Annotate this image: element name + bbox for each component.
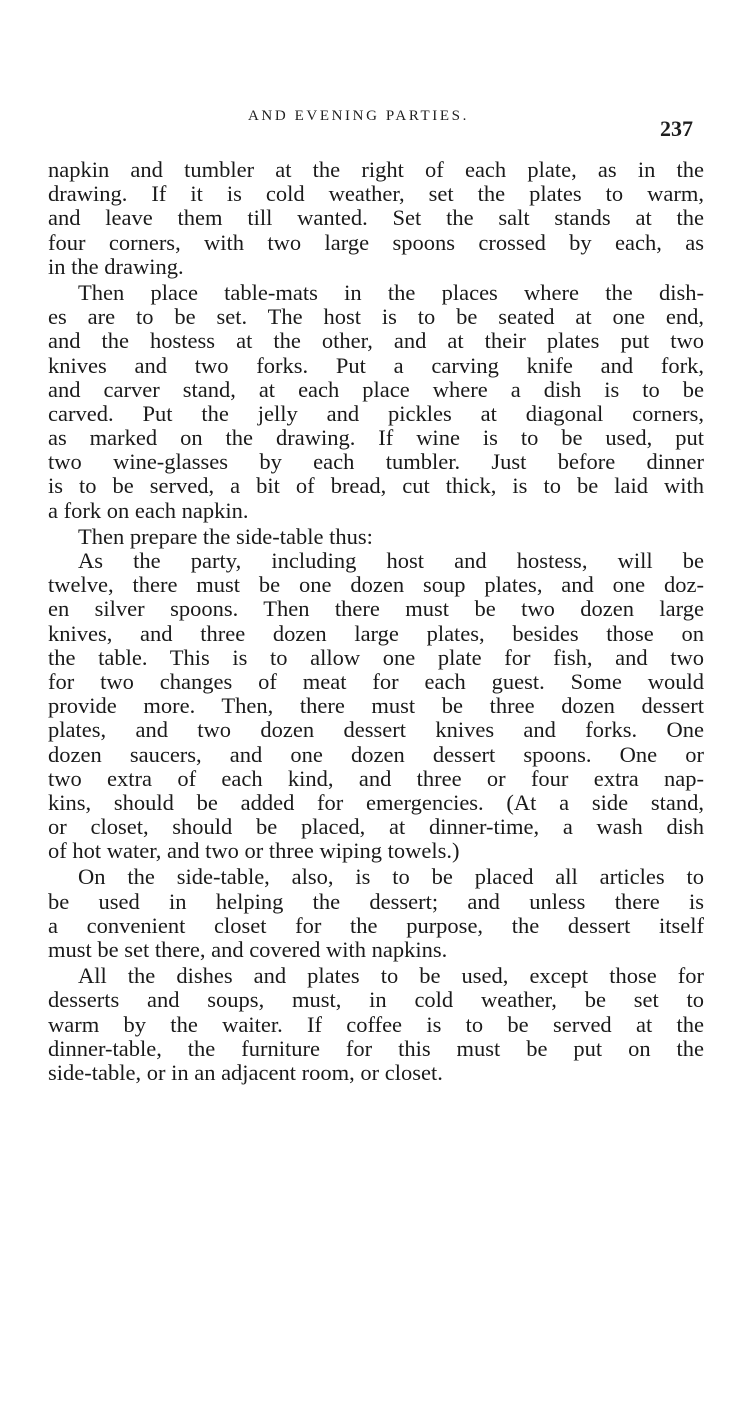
text-line: On the side-table, also, is to be placed all articles to xyxy=(78,864,704,890)
paragraph-4 xyxy=(48,549,704,863)
text-line: and carver stand, at each place where a dish is to be xyxy=(48,376,704,402)
text-line: be used in helping the dessert; and unless there is xyxy=(48,888,704,914)
text-line: in the drawing. xyxy=(48,253,184,279)
text-line: the table. This is to allow one plate for fish, and two xyxy=(48,644,704,670)
text-line: must be set there, and covered with napkins. xyxy=(48,937,448,962)
page-number: 237 xyxy=(660,116,693,141)
text-line: for two changes of meat for each guest. Some would xyxy=(48,668,704,694)
paragraph-1 xyxy=(48,158,704,279)
text-line: a convenient closet for the purpose, the dessert itself xyxy=(48,912,704,938)
running-head: AND EVENING PARTIES. xyxy=(248,108,469,124)
text-line: and leave them till wanted. Set the salt stands at the xyxy=(48,205,704,231)
text-line: and the hostess at the other, and at their plates put two xyxy=(48,328,704,354)
text-line: as marked on the drawing. If wine is to be used, put xyxy=(48,425,704,451)
text-line: warm by the waiter. If coffee is to be served at the xyxy=(48,1011,704,1037)
text-line: twelve, there must be one dozen soup plates, and one doz- xyxy=(48,572,704,598)
text-line: kins, should be added for emergencies. (At a side stand, xyxy=(48,789,704,815)
text-line: All the dishes and plates to be used, except those for xyxy=(78,963,704,989)
text-line: plates, and two dozen dessert knives and forks. One xyxy=(48,717,704,743)
text-line: As the party, including host and hostess, will be xyxy=(78,548,704,573)
text-line: or closet, should be placed, at dinner-time, a wash dish xyxy=(48,814,704,840)
text-line: dozen saucers, and one dozen dessert spoons. One or xyxy=(48,741,704,767)
text-line: a fork on each napkin. xyxy=(48,497,249,523)
text-line: provide more. Then, there must be three dozen dessert xyxy=(48,693,704,719)
text-line: dinner-table, the furniture for this must be put on the xyxy=(48,1035,704,1061)
text-line: knives, and three dozen large plates, besides those on xyxy=(48,620,704,646)
paragraph-2 xyxy=(48,281,704,523)
text-line: Then place table-mats in the places where the dish- xyxy=(78,279,704,305)
text-line: four corners, with two large spoons crossed by each, as xyxy=(48,229,704,255)
text-line: drawing. If it is cold weather, set the plates to warm, xyxy=(48,181,704,207)
text-line: is to be served, a bit of bread, cut thick, is to be laid with xyxy=(48,473,704,499)
text-line: desserts and soups, must, in cold weather, be set to xyxy=(48,987,704,1013)
text-line: es are to be set. The host is to be seated at one end, xyxy=(48,304,704,330)
text-line: two extra of each kind, and three or four extra nap- xyxy=(48,765,704,791)
paragraph-3 xyxy=(48,525,704,549)
body-text xyxy=(48,158,704,1085)
text-line: knives and two forks. Put a carving knife and fork, xyxy=(48,352,704,378)
text-line: of hot water, and two or three wiping towels.) xyxy=(48,838,460,864)
text-line: side-table, or in an adjacent room, or closet. xyxy=(48,1059,443,1085)
text-line: en silver spoons. Then there must be two dozen large xyxy=(48,596,704,622)
text-line: napkin and tumbler at the right of each plate, as in the xyxy=(48,157,704,182)
text-line: carved. Put the jelly and pickles at diagonal corners, xyxy=(48,400,704,426)
text-line: Then prepare the side-table thus: xyxy=(78,523,373,549)
text-line: two wine-glasses by each tumbler. Just before dinner xyxy=(48,449,704,475)
paragraph-5 xyxy=(48,865,704,962)
paragraph-6 xyxy=(48,964,704,1085)
